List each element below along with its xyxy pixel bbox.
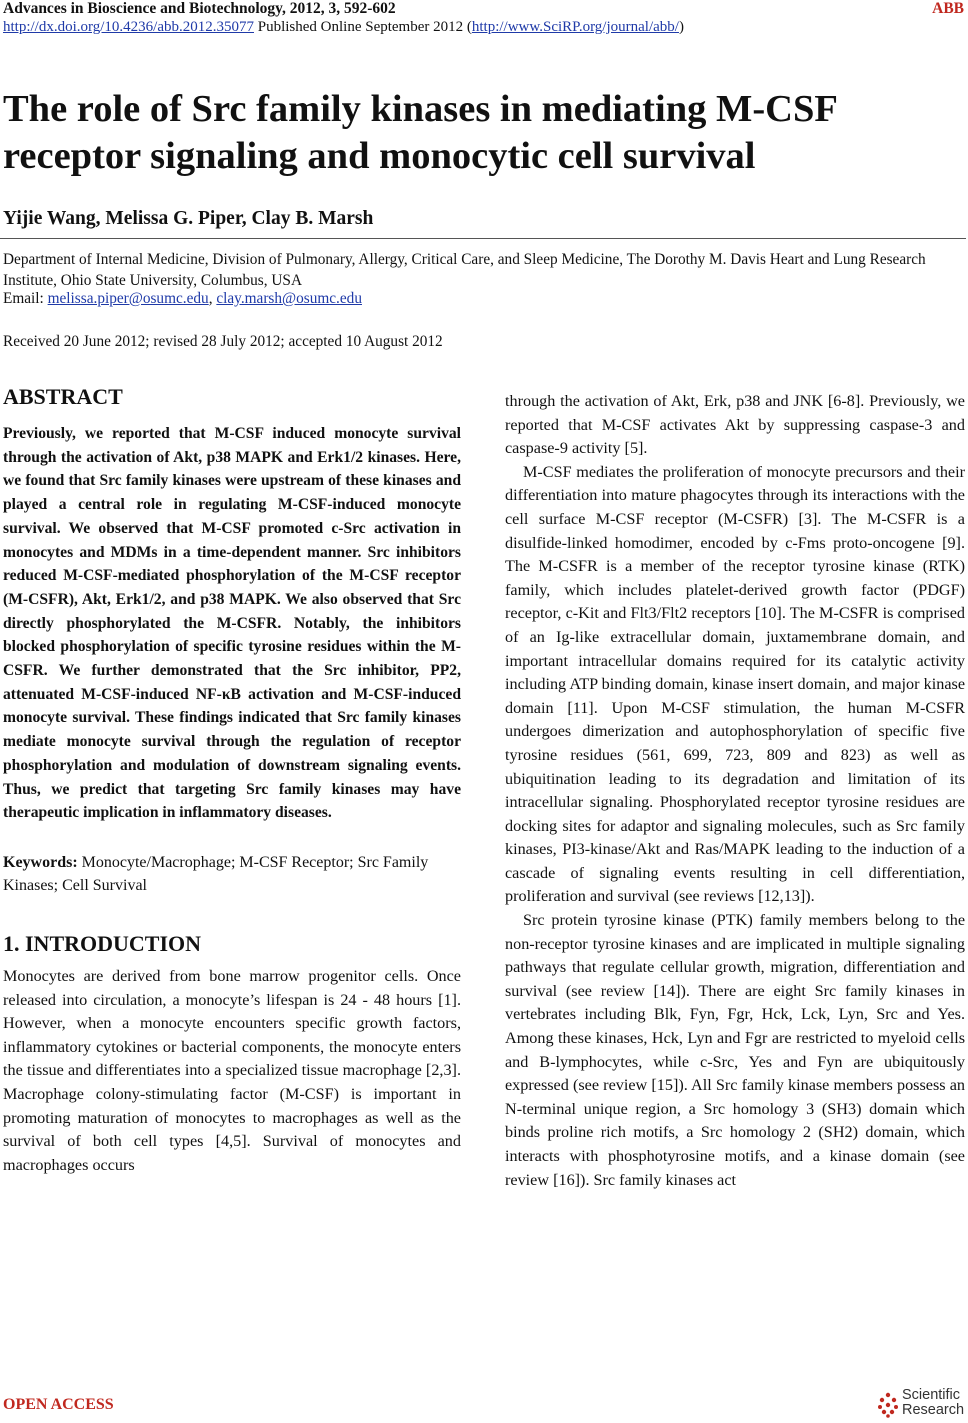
journal-url-link[interactable]: http://www.SciRP.org/journal/abb/	[471, 19, 679, 35]
introduction-paragraph-1-cont: through the activation of Akt, Erk, p38 and JNK [6-8]. Previously, we reported that M-CSF activates Akt by suppressing caspase-3 and caspase-9 activity [5].	[505, 392, 965, 458]
keywords-label: Keywords:	[3, 853, 78, 871]
publication-info	[3, 19, 684, 36]
email-label: Email:	[3, 290, 48, 307]
email-separator: ,	[208, 290, 217, 307]
logo-line-1: Scientific	[902, 1387, 961, 1403]
email-link-piper[interactable]: melissa.piper@osumc.edu	[47, 290, 209, 307]
right-column	[505, 390, 965, 1192]
abstract-heading: ABSTRACT	[3, 384, 123, 409]
affiliation: Department of Internal Medicine, Division of Pulmonary, Allergy, Critical Care, and Sleep Medicine, The Dorothy M. Davis Heart and Lung Research Institute, Ohio State University, Columbus, USA	[3, 251, 926, 289]
open-access-label: OPEN ACCESS	[3, 1396, 114, 1413]
logo-line-2: Research	[902, 1402, 965, 1418]
left-column	[3, 384, 461, 1177]
email-line	[3, 290, 362, 308]
introduction-paragraph-1: Monocytes are derived from bone marrow progenitor cells. Once released into circulation, a monocyte’s lifespan is 24 - 48 hours [1]. However, when a monocyte encounters specific growth factors, inflammatory cytokines or bacterial components, the monocyte enters the tissue and differentiates into a specialized tissue macrophage [2,3]. Macrophage colony-stimulating factor (M-CSF) is important in promoting maturation of monocytes to macrophages as well as the survival of both cell types [4,5]. Survival of monocytes and macrophages occurs	[3, 966, 461, 1174]
published-text: Published Online September 2012 (	[253, 19, 472, 35]
scientific-research-logo	[877, 1388, 967, 1422]
abstract-text: Previously, we reported that M-CSF induced monocyte survival through the activation of Akt, p38 MAPK and Erk1/2 kinases. Here, we found that Src family kinases were upstream of these kinases and played a central role in regulating M-CSF-induced monocyte survival. We observed that M-CSF promoted c-Src activation in monocytes and MDMs in a time-dependent manner. Src inhibitors reduced M-CSF-mediated phosphorylation of the M-CSF receptor (M-CSFR), Akt, Erk1/2, and p38 MAPK. We also observed that Src directly phosphorylated the M-CSFR. Notably, the inhibitors blocked phosphorylation of specific tyrosine residues within the M-CSFR. We further demonstrated that the Src inhibitor, PP2, attenuated M-CSF-induced NF-κB activation and M-CSF-induced monocyte survival. These findings indicated that Src family kinases mediate monocyte survival through the regulation of receptor phosphorylation and modulation of downstream signaling events. Thus, we predict that targeting Src family kinases may have therapeutic implication in inflammatory diseases.	[3, 425, 461, 822]
journal-abbreviation: ABB	[932, 0, 964, 17]
introduction-paragraph-3: Src protein tyrosine kinase (PTK) family members belong to the non-receptor tyrosine kinases and are implicated in multiple signaling pathways that regulate cellular growth, migration, differentiation and survival (see review [14]). There are eight Src family kinases in vertebrates including Blk, Fyn, Fgr, Hck, Lck, Lyn, Src and Yes. Among these kinases, Hck, Lyn and Fgr are restricted to myeloid cells and B-lymphocytes, while c-Src, Yes and Fyn are ubiquitously expressed (see review [15]). All Src family kinase members possess an N-terminal unique region, a Src homology 3 (SH3) domain which binds proline rich motifs, a Src homology 2 (SH2) domain, which interacts with phosphotyrosine motifs, and a kinase domain (see review [16]). Src family kinases act	[505, 911, 965, 1189]
doi-link[interactable]: http://dx.doi.org/10.4236/abb.2012.35077	[3, 19, 254, 35]
email-link-marsh[interactable]: clay.marsh@osumc.edu	[216, 290, 362, 307]
article-title: The role of Src family kinases in mediating M-CSF receptor signaling and monocytic cell survival	[3, 88, 837, 177]
keywords-list: Monocyte/Macrophage; M-CSF Receptor; Src Family Kinases; Cell Survival	[3, 853, 429, 894]
publisher-logo-icon	[877, 1392, 899, 1418]
received-dates: Received 20 June 2012; revised 28 July 2012; accepted 10 August 2012	[3, 333, 443, 350]
keywords	[3, 851, 461, 897]
author-list: Yijie Wang, Melissa G. Piper, Clay B. Marsh	[3, 208, 374, 229]
publisher-name	[902, 1388, 964, 1418]
journal-citation: Advances in Bioscience and Biotechnology, 2012, 3, 592-602	[3, 0, 396, 17]
introduction-heading: 1. INTRODUCTION	[3, 930, 202, 956]
close-paren: )	[678, 19, 684, 35]
header-divider	[0, 238, 966, 239]
introduction-paragraph-2: M-CSF mediates the proliferation of monocyte precursors and their differentiation into mature phagocytes through its interactions with the cell surface M-CSF receptor (M-CSFR) [3]. The M-CSFR is a disulfide-linked homodimer, encoded by c-Fms proto-oncogene [9]. The M-CSFR is a member of the receptor tyrosine kinase (RTK) family, which includes platelet-derived growth factor (PDGF) receptor, c-Kit and Flt3/Flt2 receptors [10]. The M-CSFR is comprised of an Ig-like extracellular domain, juxtamembrane domain, and important intracellular domains required for its catalytic activity including ATP binding domain, kinase insert domain, and major kinase domain [11]. Upon M-CSF stimulation, the human M-CSFR undergoes dimerization and autophosphorylation of specific five tyrosine residues (561, 699, 723, 809 and 823) as well as ubiquitination leading to its degradation and limitation of its intracellular signaling. Phosphorylated receptor tyrosine residues are docking sites for adaptor and signaling molecules, such as Src family kinases, PI3-kinase/Akt and Ras/MAPK leading to the induction of a cascade of signaling events resulting in cell differentiation, proliferation and survival (see reviews [12,13]).	[505, 462, 965, 906]
